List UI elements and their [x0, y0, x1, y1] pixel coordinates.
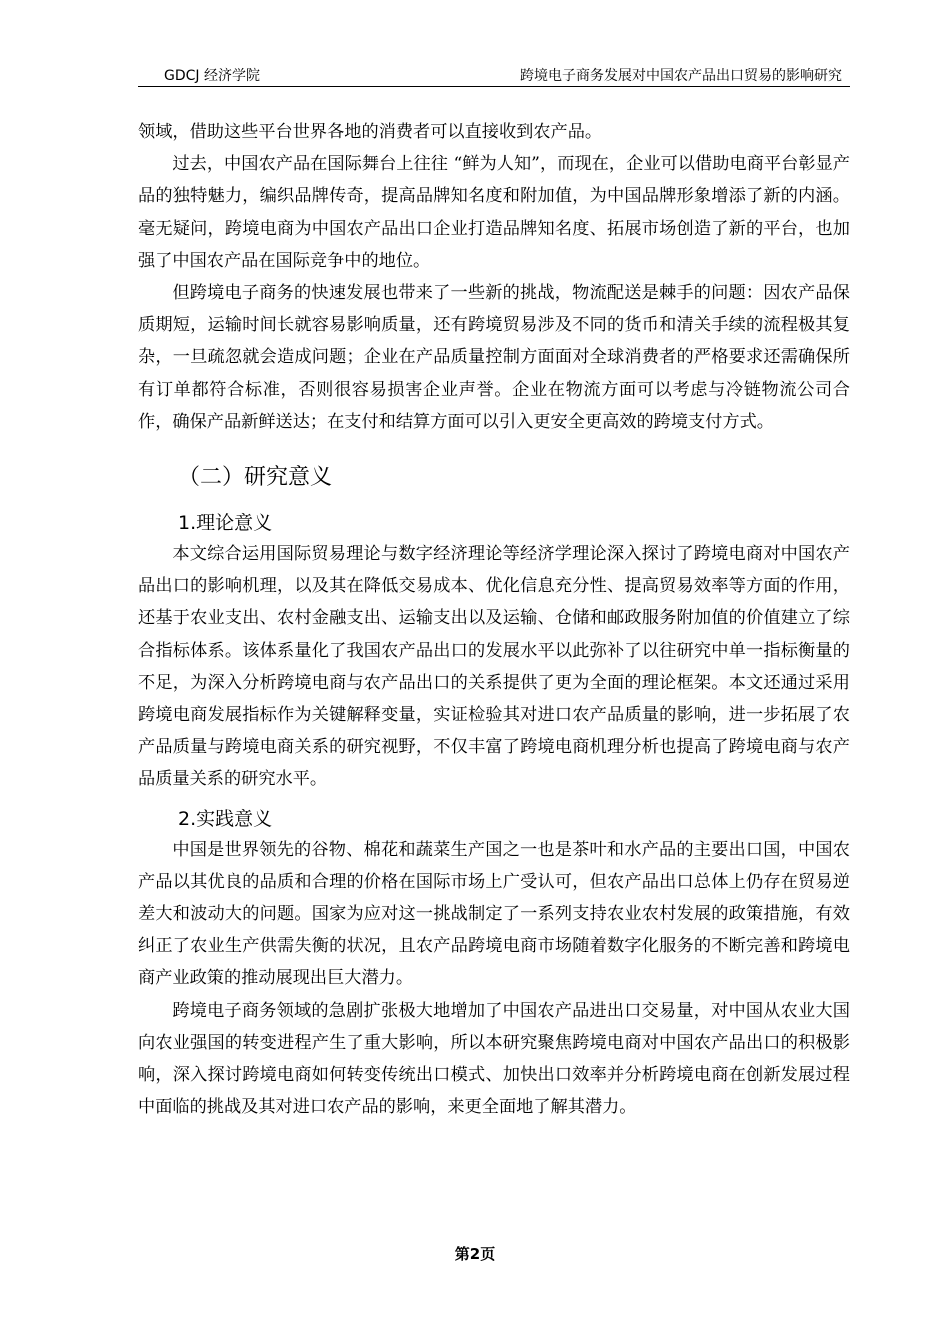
- paragraph-challenges: 但跨境电子商务的快速发展也带来了一些新的挑战，物流配送是棘手的问题：因农产品保质期短，运输时间长就容易影响质量，还有跨境贸易涉及不同的货币和清关手续的流程极其复杂，一旦疏忽就会造成问题；企业在产品质量控制方面面对全球消费者的严格要求还需确保所有订单都符合标准，否则很容易损害企业声誉。企业在物流方面可以考虑与冷链物流公司合作，确保产品新鲜送达；在支付和结算方面可以引入更安全更高效的跨境支付方式。: [138, 283, 850, 432]
- page-header: [138, 66, 850, 87]
- paragraph-practice-2: 跨境电子商务领域的急剧扩张极大地增加了中国农产品进出口交易量，对中国从农业大国向农业强国的转变进程产生了重大影响，所以本研究聚焦跨境电商对中国农产品出口的积极影响，深入探讨跨境电商如何转变传统出口模式、加快出口效率并分析跨境电商在创新发展过程中面临的挑战及其对进口农产品的影响，来更全面地了解其潜力。: [138, 1000, 850, 1118]
- header-school: GDCJ 经济学院: [164, 68, 260, 84]
- paragraph-brand: 过去，中国农产品在国际舞台上往往 “鲜为人知”，而现在，企业可以借助电商平台彰显产品的独特魅力，编织品牌传奇，提高品牌知名度和附加值，为中国品牌形象增添了新的内涵。毫无疑问，跨境电商为中国农产品出口企业打造品牌知名度、拓展市场创造了新的平台，也加强了中国农产品在国际竞争中的地位。: [138, 154, 850, 271]
- header-title: 跨境电子商务发展对中国农产品出口贸易的影响研究: [520, 68, 842, 84]
- paragraph-continued: 领域，借助这些平台世界各地的消费者可以直接收到农产品。: [138, 122, 603, 142]
- paragraph-theory: 本文综合运用国际贸易理论与数字经济理论等经济学理论深入探讨了跨境电商对中国农产品出口的影响机理，以及其在降低交易成本、优化信息充分性、提高贸易效率等方面的作用，还基于农业支出、农村金融支出、运输支出以及运输、仓储和邮政服务附加值的价值建立了综合指标体系。该体系量化了我国农产品出口的发展水平以此弥补了以往研究中单一指标衡量的不足，为深入分析跨境电商与农产品出口的关系提供了更为全面的理论框架。本文还通过采用跨境电商发展指标作为关键解释变量，实证检验其对进口农产品质量的影响，进一步拓展了农产品质量与跨境电商关系的研究视野，不仅丰富了跨境电商机理分析也提高了跨境电商与农产品质量关系的研究水平。: [138, 544, 850, 790]
- section-heading: （二）研究意义: [178, 465, 333, 491]
- page-body: [138, 116, 850, 1123]
- page-number: 第2页: [454, 1245, 496, 1263]
- subsection-heading-practice: 2.实践意义: [178, 807, 273, 830]
- paragraph-practice-1: 中国是世界领先的谷物、棉花和蔬菜生产国之一也是茶叶和水产品的主要出口国，中国农产品以其优良的品质和合理的价格在国际市场上广受认可，但农产品出口总体上仍存在贸易逆差大和波动大的问题。国家为应对这一挑战制定了一系列支持农业农村发展的政策措施，有效纠正了农业生产供需失衡的状况，且农产品跨境电商市场随着数字化服务的不断完善和跨境电商产业政策的推动展现出巨大潜力。: [138, 839, 850, 989]
- subsection-heading-theory: 1.理论意义: [178, 512, 273, 535]
